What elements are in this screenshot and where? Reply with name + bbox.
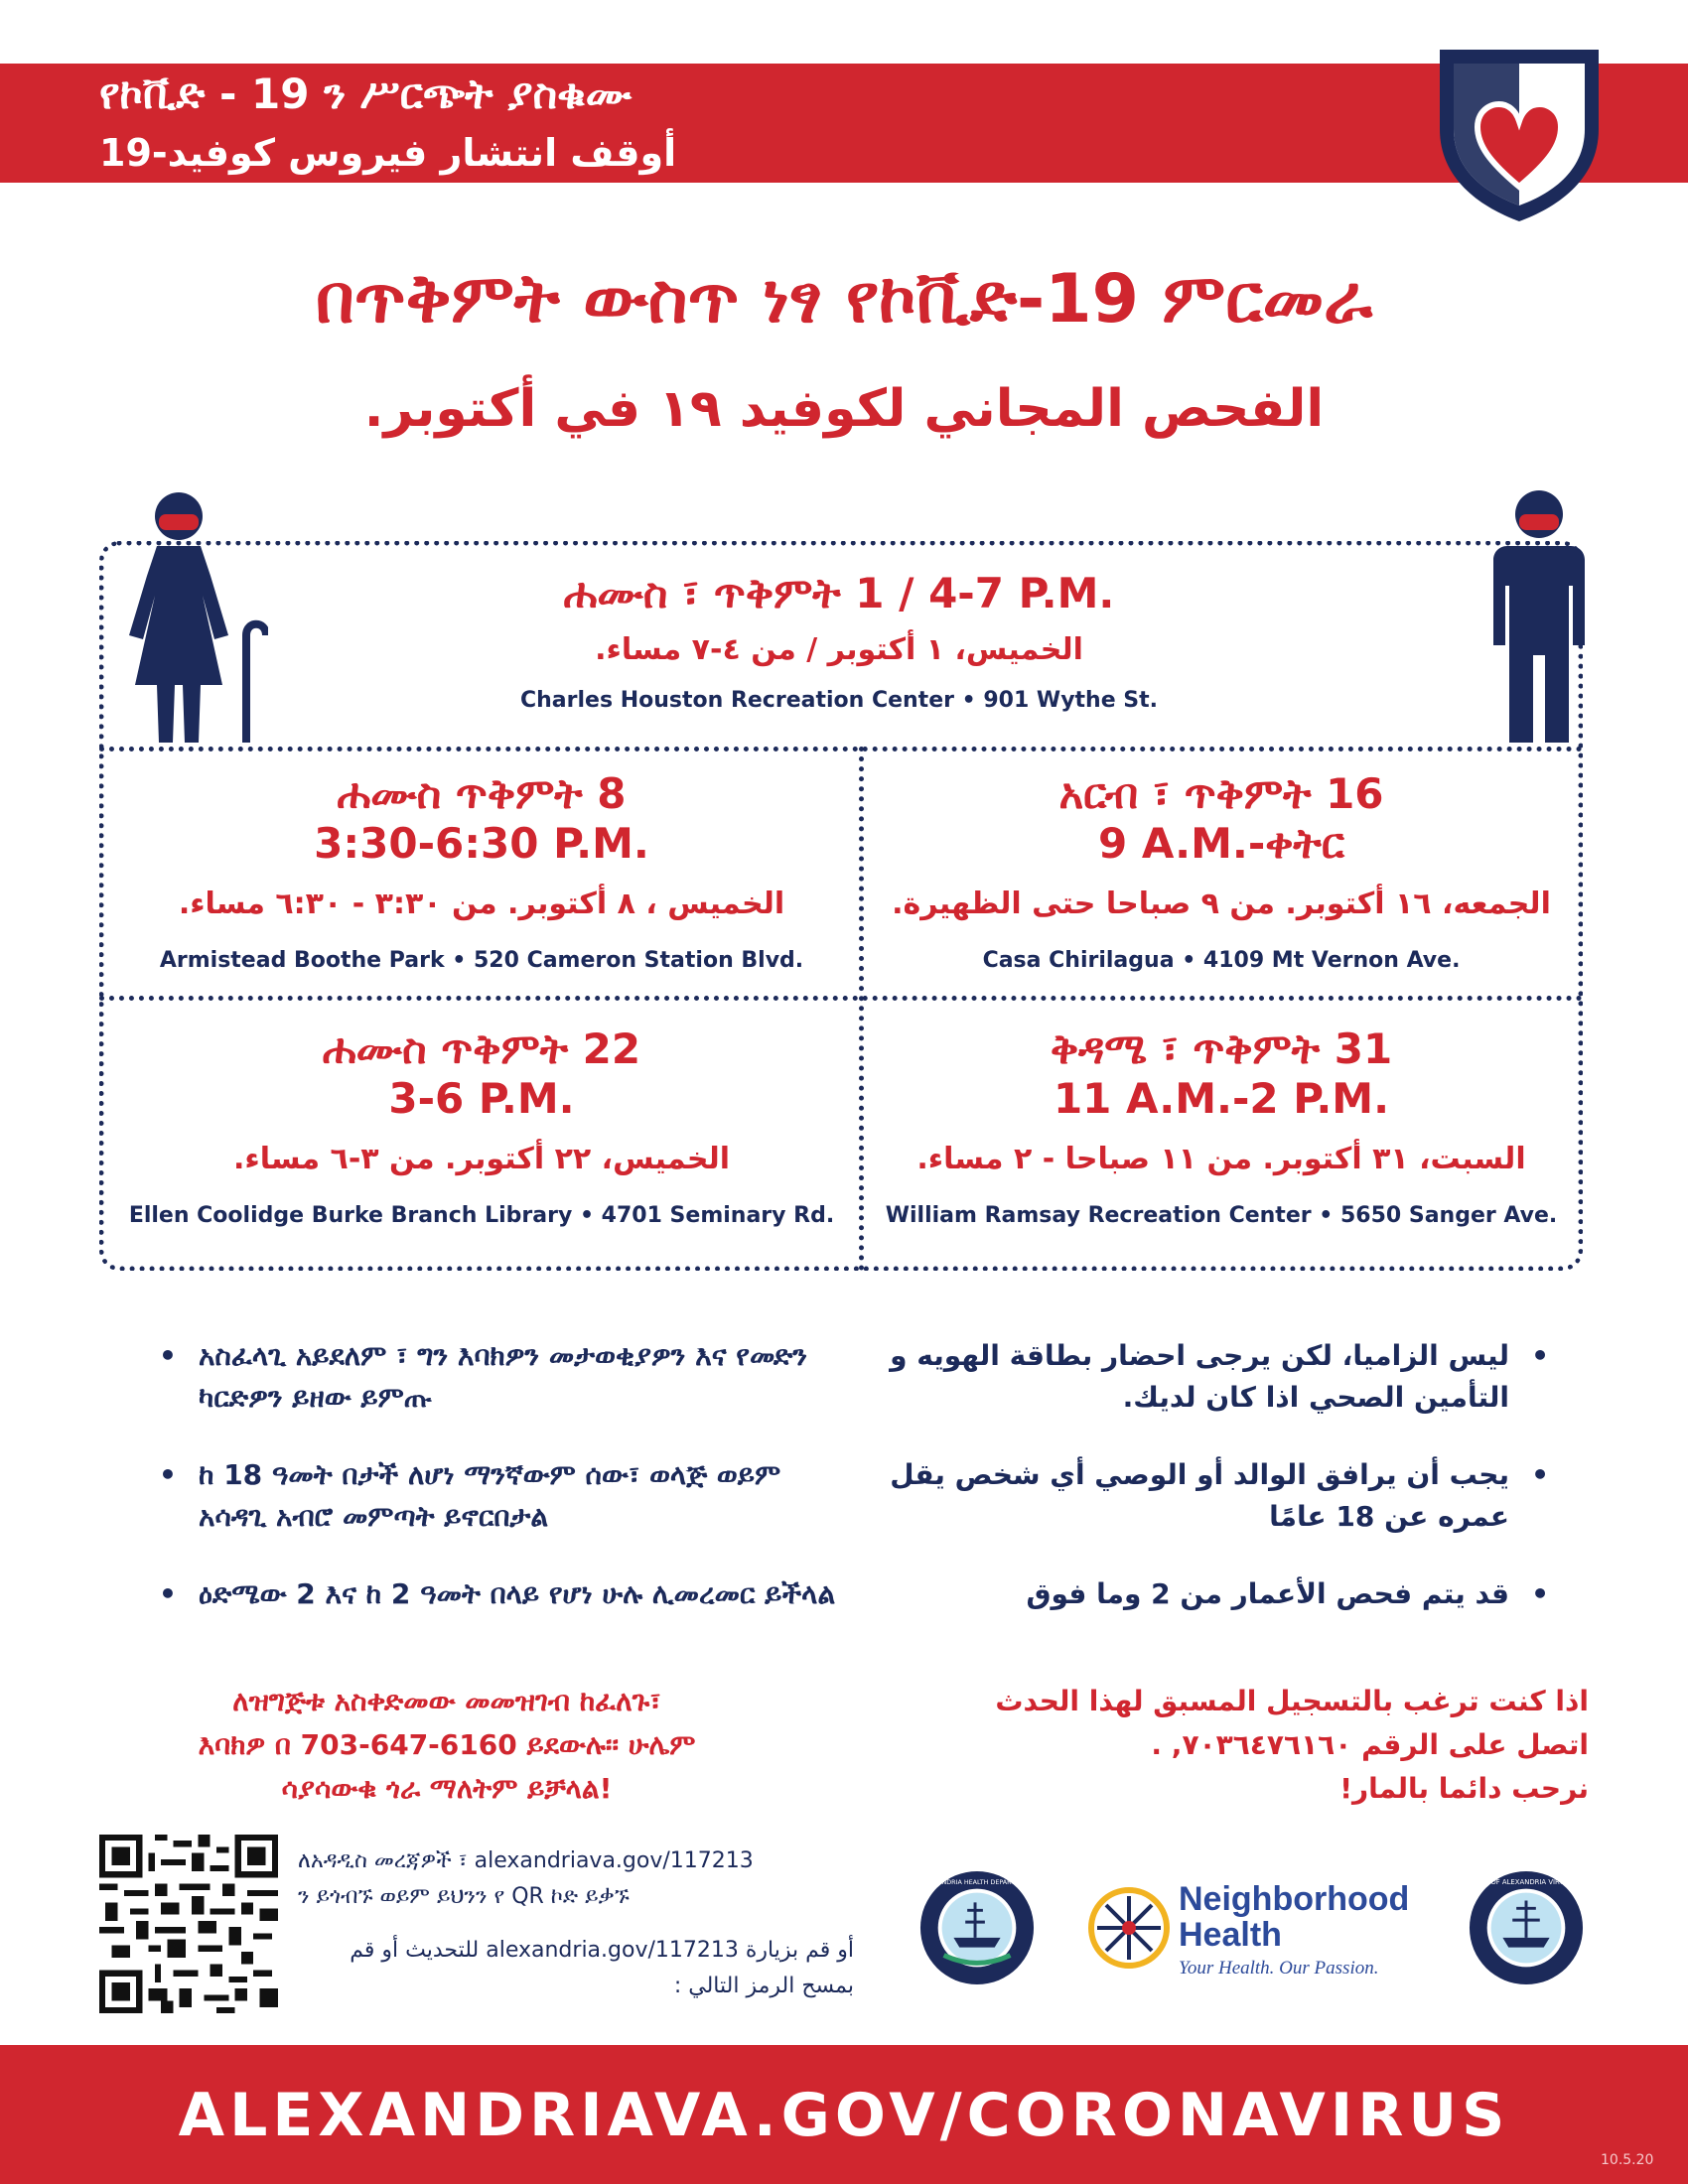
events-divider [99, 996, 1583, 1001]
nh-name-1: Neighborhood [1179, 1880, 1410, 1918]
registration-note-amharic [99, 1680, 794, 1811]
list-item: • قد يتم فحص الأعمار من 2 وما فوق [874, 1573, 1549, 1615]
event-location: William Ramsay Recreation Center • 5650 Sanger Ave. [885, 1203, 1558, 1228]
registration-line: እባክዎ በ 703-647-6160 ይደውሉ፡፡ ሁሌም [198, 1728, 696, 1761]
registration-line: ሳያሳውቁ ጎራ ማለትም ይቻላል! [281, 1772, 613, 1805]
event-date: ሐሙስ ጥቅምት 8 [337, 769, 627, 818]
nh-name-2: Health [1179, 1916, 1282, 1954]
registration-line: نرحب دائما بالمار! [1339, 1772, 1589, 1805]
seal-text: CITY OF ALEXANDRIA VIRGINIA [1473, 1877, 1580, 1886]
list-item: • ليس الزاميا، لكن يرجى احضار بطاقة الهويه و التأمين الصحي اذا كان لديك. [874, 1335, 1549, 1419]
event-oct-8 [109, 769, 854, 976]
seal-text: ALEXANDRIA HEALTH DEPARTMENT [920, 1877, 1034, 1886]
info-text-arabic: أو قم بزيارة alexandria.gov/117213 للتحديث أو قم [350, 1938, 854, 1963]
nh-tagline: Your Health. Our Passion. [1179, 1958, 1379, 1979]
event-date: ቅዳሜ ፣ ጥቅምት 31 [1050, 1024, 1393, 1073]
event-time: 3:30-6:30 P.M. [314, 819, 649, 868]
footer-website-link[interactable]: ALEXANDRIAVA.GOV/CORONAVIRUS [178, 2081, 1510, 2150]
version-label: 10.5.20 [1601, 2152, 1654, 2168]
list-item: • ከ 18 ዓመት በታች ለሆነ ማንኛውም ሰው፣ ወላጅ ወይም አሳዳጊ አብሮ መምጣት ይኖርበታል [159, 1454, 854, 1538]
event-date: አርብ ፣ ጥቅምት 16 [1058, 769, 1384, 818]
list-item: • አስፈላጊ አይደለም ፣ ግን እባክዎን መታወቂያዎን እና የመድን ካርድዎን ይዘው ይምጡ [159, 1335, 854, 1419]
event-arabic-details: السبت، ٣١ أكتوبر. من ١١ صباحا - ٢ مساء. [916, 1142, 1526, 1176]
star-burst-icon [1087, 1886, 1171, 1970]
requirements-list-amharic [159, 1335, 854, 1651]
info-text-amharic: ለአዳዲስ መረጃዎች ፣ alexandriava.gov/117213 [298, 1848, 754, 1873]
event-date: ሐሙስ ጥቅምት 22 [322, 1024, 641, 1073]
events-divider [99, 747, 1583, 751]
event-time: 11 A.M.-2 P.M. [1053, 1074, 1390, 1123]
event-oct-1 [298, 569, 1380, 716]
registration-note-arabic [874, 1680, 1589, 1811]
requirements-list-arabic [874, 1335, 1549, 1651]
info-text-amharic: ን ይጎብኙ ወይም ይህንን የ QR ኮድ ይቃኙ [298, 1884, 630, 1909]
neighborhood-health-logo [1087, 1876, 1415, 1985]
event-location: Ellen Coolidge Burke Branch Library • 4701 Seminary Rd. [128, 1203, 835, 1228]
info-text-arabic: بمسح الرمز التالي : [673, 1974, 854, 1998]
heart-shield-icon [1430, 38, 1609, 226]
page-title: በጥቅምት ውስጥ ነፃ የኮቪድ-19 ምርመራ [315, 260, 1373, 339]
event-oct-16 [864, 769, 1579, 976]
event-oct-22 [109, 1024, 854, 1231]
page-subtitle-arabic: الفحص المجاني لكوفيد ١٩ في أكتوبر. [363, 379, 1325, 439]
event-date-time: ሐሙስ ፣ ጥቅምት 1 / 4-7 P.M. [563, 569, 1115, 617]
health-department-seal-icon [918, 1869, 1036, 1986]
event-arabic-details: الخميس، ١ أكتوبر / من ٤-٧ مساء. [595, 632, 1083, 667]
banner-title-amharic: የኮቪድ - 19 ን ሥርጭት ያስቁሙ [99, 69, 633, 118]
event-location: Casa Chirilagua • 4109 Mt Vernon Ave. [982, 948, 1461, 973]
list-item: • يجب أن يرافق الوالد أو الوصي أي شخص يقل عمره عن 18 عامًا [874, 1454, 1549, 1538]
event-time: 9 A.M.-ቀትር [1097, 819, 1345, 868]
qr-code-icon[interactable] [99, 1835, 278, 2013]
event-arabic-details: الجمعه، ١٦ أكتوبر. من ٩ صباحا حتى الظهيرة. [892, 887, 1551, 921]
list-item: • ዕድሜው 2 እና ከ 2 ዓመት በላይ የሆነ ሁሉ ሊመረመር ይችላል [159, 1573, 854, 1615]
man-icon [1489, 486, 1589, 745]
event-arabic-details: الخميس ، ٨ أكتوبر. من ٣:٣٠ - ٦:٣٠ مساء. [178, 887, 785, 921]
event-time: 3-6 P.M. [388, 1074, 575, 1123]
event-arabic-details: الخميس، ٢٢ أكتوبر. من ٣-٦ مساء. [232, 1142, 731, 1176]
banner-title-arabic: أوقف انتشار فيروس كوفيد-19 [99, 131, 677, 175]
event-oct-31 [864, 1024, 1579, 1231]
event-location: Armistead Boothe Park • 520 Cameron Station Blvd. [159, 948, 804, 973]
event-location: Charles Houston Recreation Center • 901 Wythe St. [519, 688, 1159, 713]
registration-line: ለዝግጅቱ አስቀድመው መመዝገብ ከፈለጉ፣ [232, 1685, 661, 1717]
city-seal-icon [1468, 1869, 1585, 1986]
registration-line: اتصل على الرقم ٧٠٣٦٤٧٦١٦٠, . [1151, 1728, 1589, 1761]
registration-line: اذا كنت ترغب بالتسجيل المسبق لهذا الحدث [995, 1685, 1589, 1717]
woman-with-cane-icon [119, 486, 268, 745]
